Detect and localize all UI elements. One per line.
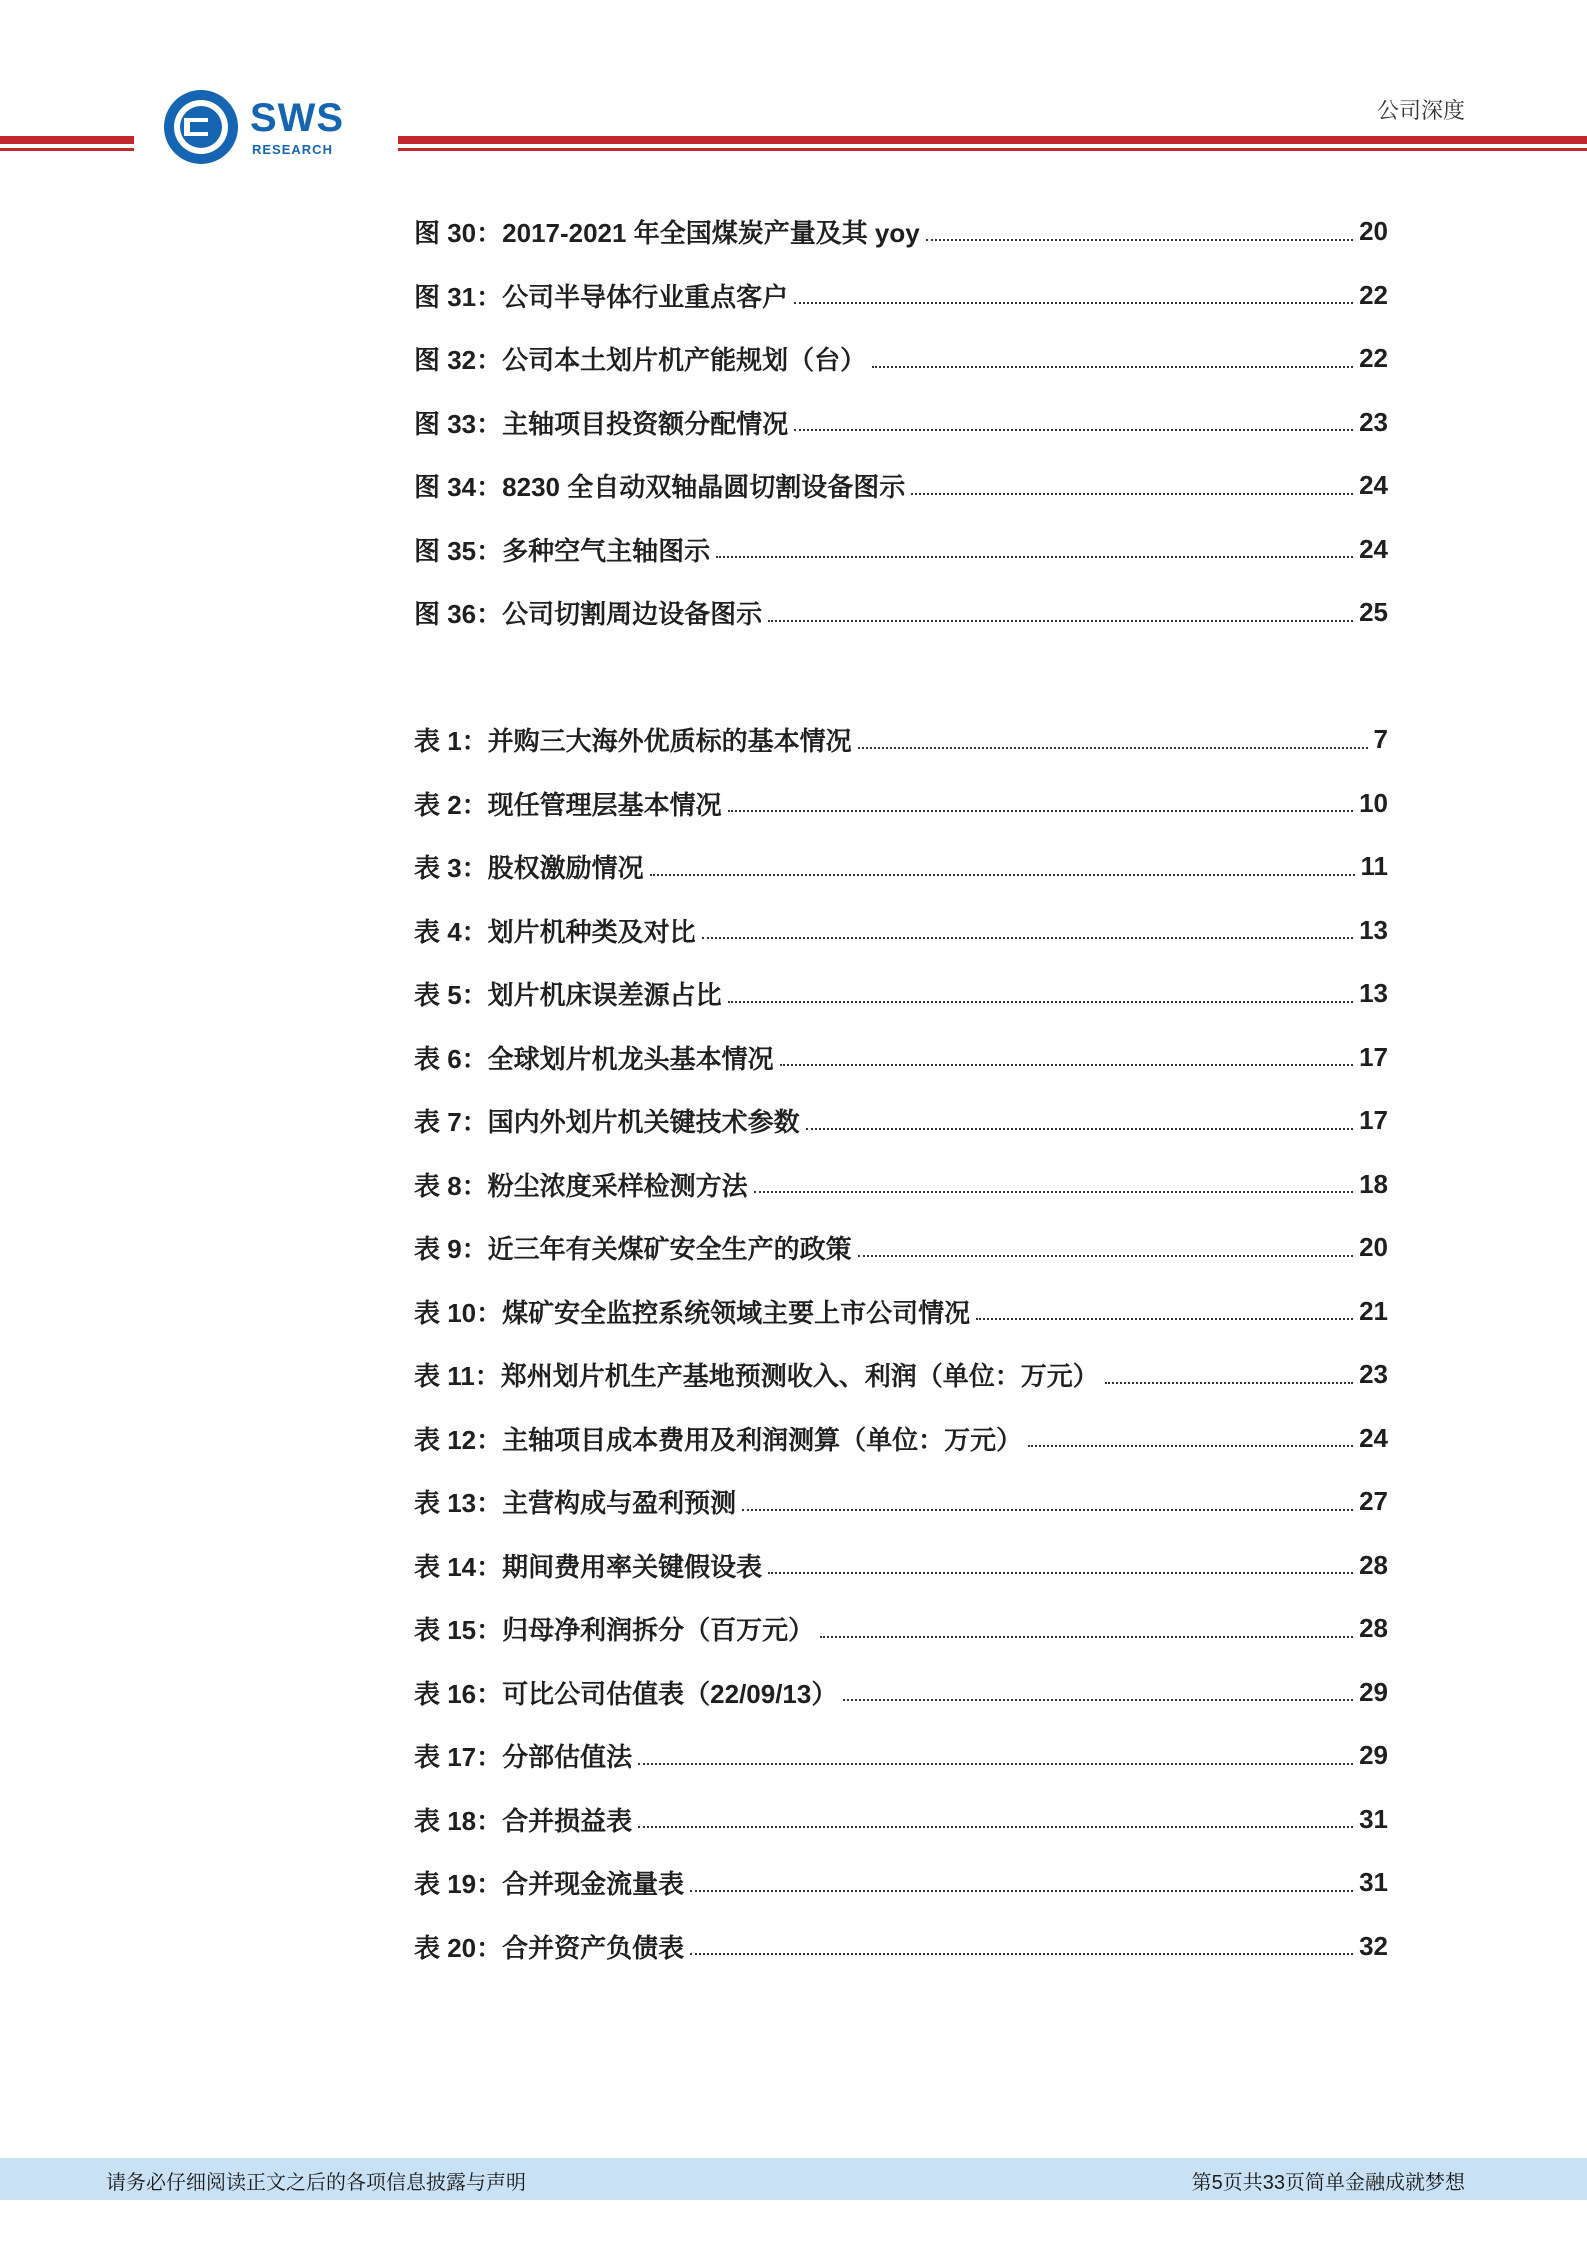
toc-page-number: 17 [1359,1105,1388,1136]
toc-entry[interactable] [414,1470,1388,1534]
leader-dots [843,1699,1353,1701]
toc-label: 表 4：划片机种类及对比 [414,916,696,947]
toc-entry[interactable] [414,772,1388,836]
footer-page-info: 第5页共33页简单金融成就梦想 [1191,2172,1465,2194]
logo-text: SWS [250,96,345,140]
leader-dots [858,1255,1353,1257]
toc-page-number: 25 [1359,597,1388,628]
toc-entry[interactable] [414,1216,1388,1280]
toc-label: 图 34：8230 全自动双轴晶圆切割设备图示 [414,472,906,503]
toc-label: 图 31：公司半导体行业重点客户 [414,281,789,312]
toc-label: 表 5：划片机床误差源占比 [414,980,722,1011]
toc-page-number: 32 [1359,1930,1388,1961]
toc-page-number: 31 [1359,1867,1388,1898]
toc-page-number: 29 [1359,1676,1388,1707]
toc-label: 图 36：公司切割周边设备图示 [414,599,763,630]
leader-dots [728,810,1353,812]
toc-label: 图 32：公司本土划片机产能规划（台） [414,345,867,376]
figure-list [414,200,1388,645]
leader-dots [690,1890,1353,1892]
toc-page-number: 20 [1359,1232,1388,1263]
toc-entry[interactable] [414,962,1388,1026]
toc-entry[interactable] [414,1089,1388,1153]
toc-entry[interactable] [414,1915,1388,1979]
toc-page-number: 28 [1359,1613,1388,1644]
header-rule-left [0,136,134,151]
sws-logo [162,88,372,168]
toc-label: 表 11：郑州划片机生产基地预测收入、利润（单位：万元） [414,1361,1099,1392]
leader-dots [858,747,1368,749]
leader-dots [638,1826,1353,1828]
toc-entry[interactable] [414,391,1388,455]
toc-entry[interactable] [414,1661,1388,1725]
leader-dots [716,556,1353,558]
page-footer [0,2158,1587,2200]
toc-label: 表 1：并购三大海外优质标的基本情况 [414,726,852,757]
toc-page-number: 20 [1359,216,1388,247]
toc-label: 图 30：2017-2021 年全国煤炭产量及其 yoy [414,218,920,249]
toc-label: 表 8：粉尘浓度采样检测方法 [414,1170,748,1201]
leader-dots [976,1318,1353,1320]
toc-page-number: 7 [1373,724,1388,755]
leader-dots [1028,1445,1353,1447]
leader-dots [926,239,1353,241]
leader-dots [690,1953,1353,1955]
toc-label: 表 10：煤矿安全监控系统领域主要上市公司情况 [414,1297,971,1328]
toc-entry[interactable] [414,835,1388,899]
leader-dots [794,302,1353,304]
toc-entry[interactable] [414,518,1388,582]
toc-label: 表 12：主轴项目成本费用及利润测算（单位：万元） [414,1424,1023,1455]
toc-entry[interactable] [414,1407,1388,1471]
toc-page-number: 13 [1359,914,1388,945]
toc-entry[interactable] [414,1153,1388,1217]
leader-dots [780,1064,1353,1066]
leader-dots [794,429,1353,431]
toc-label: 表 14：期间费用率关键假设表 [414,1551,763,1582]
toc-entry[interactable] [414,200,1388,264]
toc-label: 表 7：国内外划片机关键技术参数 [414,1107,800,1138]
toc-entry[interactable] [414,1597,1388,1661]
toc-page-number: 18 [1359,1168,1388,1199]
page-header [0,0,1587,160]
sws-logo-icon [162,88,240,166]
leader-dots [702,937,1353,939]
toc-entry[interactable] [414,1851,1388,1915]
toc-label: 表 3：股权激励情况 [414,853,644,884]
toc-page-number: 17 [1359,1041,1388,1072]
toc-page-number: 11 [1360,851,1388,882]
toc-label: 表 20：合并资产负债表 [414,1932,685,1963]
toc-page-number: 23 [1359,1359,1388,1390]
leader-dots [911,493,1353,495]
toc-page-number: 24 [1359,533,1388,564]
leader-dots [728,1001,1353,1003]
toc-label: 表 17：分部估值法 [414,1742,633,1773]
leader-dots [638,1763,1353,1765]
leader-dots [768,620,1353,622]
leader-dots [742,1509,1353,1511]
toc-page-number: 10 [1359,787,1388,818]
leader-dots [872,366,1353,368]
leader-dots [806,1128,1353,1130]
toc-entry[interactable] [414,708,1388,772]
leader-dots [650,874,1355,876]
document-type: 公司深度 [1376,98,1465,123]
toc-page-number: 22 [1359,279,1388,310]
toc-entry[interactable] [414,899,1388,963]
toc-page-number: 24 [1359,470,1388,501]
toc-entry[interactable] [414,454,1388,518]
toc-label: 图 33：主轴项目投资额分配情况 [414,408,789,439]
leader-dots [820,1636,1353,1638]
toc-label: 表 15：归母净利润拆分（百万元） [414,1615,815,1646]
toc-page-number: 13 [1359,978,1388,1009]
toc-page-number: 22 [1359,343,1388,374]
footer-disclaimer: 请务必仔细阅读正文之后的各项信息披露与声明 [106,2172,526,2194]
toc-entry[interactable] [414,1026,1388,1090]
toc-entry[interactable] [414,264,1388,328]
toc-page-number: 29 [1359,1740,1388,1771]
leader-dots [754,1191,1353,1193]
toc-page-number: 21 [1359,1295,1388,1326]
toc-label: 表 13：主营构成与盈利预测 [414,1488,737,1519]
toc-label: 表 2：现任管理层基本情况 [414,789,722,820]
toc-entry[interactable] [414,1343,1388,1407]
toc-entry[interactable] [414,1724,1388,1788]
toc-label: 表 9：近三年有关煤矿安全生产的政策 [414,1234,852,1265]
toc-page-number: 27 [1359,1486,1388,1517]
logo-subtext: RESEARCH [252,142,333,157]
leader-dots [768,1572,1353,1574]
toc-label: 表 6：全球划片机龙头基本情况 [414,1043,774,1074]
leader-dots [1105,1382,1353,1384]
header-rule-right [398,136,1587,151]
toc-entry[interactable] [414,327,1388,391]
toc-entry[interactable] [414,1788,1388,1852]
toc-entry[interactable] [414,1280,1388,1344]
toc-page-number: 23 [1359,406,1388,437]
toc-label: 表 19：合并现金流量表 [414,1869,685,1900]
toc-page-number: 28 [1359,1549,1388,1580]
toc-label: 表 16：可比公司估值表（22/09/13） [414,1678,838,1709]
toc-entry[interactable] [414,1534,1388,1598]
toc-page-number: 24 [1359,1422,1388,1453]
toc-page-number: 31 [1359,1803,1388,1834]
toc-label: 表 18：合并损益表 [414,1805,633,1836]
toc-entry[interactable] [414,581,1388,645]
toc-label: 图 35：多种空气主轴图示 [414,535,711,566]
table-list [414,708,1388,1978]
